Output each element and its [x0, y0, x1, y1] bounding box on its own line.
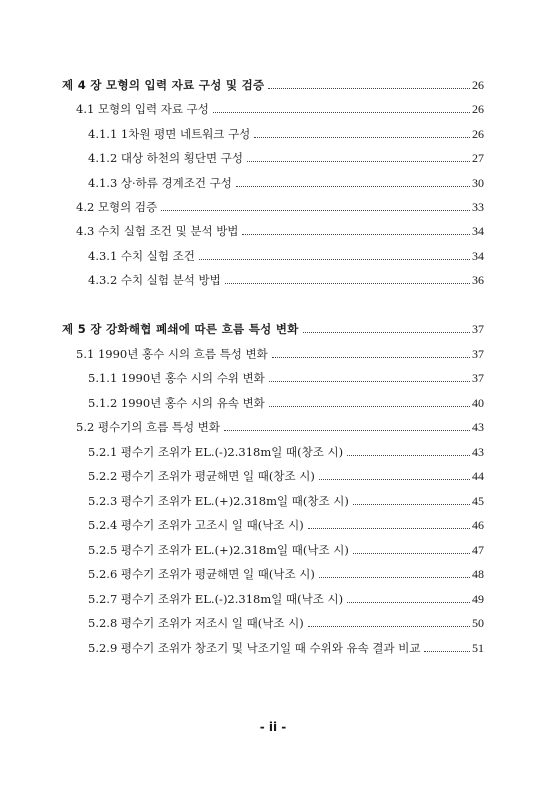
toc-leader-dots — [225, 283, 470, 284]
toc-entry-4-2[interactable] — [76, 198, 484, 216]
toc-entry-title: 5.2.6 평수기 조위가 평균해면 일 때(낙조 시) — [88, 567, 315, 581]
toc-leader-dots — [242, 234, 470, 235]
toc-entry-title: 5.2.1 평수기 조위가 EL.(-)2.318m일 때(창조 시) — [88, 445, 344, 459]
toc-entry-chapter-4[interactable] — [62, 76, 484, 94]
toc-entry-title: 5.2.3 평수기 조위가 EL.(+)2.318m일 때(창조 시) — [88, 494, 349, 508]
toc-entry-5-2-2[interactable] — [88, 467, 484, 485]
toc-leader-dots — [236, 186, 470, 187]
toc-entry-page: 26 — [472, 127, 484, 141]
toc-entry-page: 33 — [472, 200, 484, 214]
toc-leader-dots — [319, 577, 470, 578]
toc-entry-page: 48 — [472, 567, 484, 581]
toc-entry-5-2-6[interactable] — [88, 565, 484, 583]
toc-entry-title: 5.1.2 1990년 홍수 시의 유속 변화 — [88, 396, 265, 410]
toc-entry-page: 51 — [472, 641, 484, 655]
toc-entry-title: 5.2.5 평수기 조위가 EL.(+)2.318m일 때(낙조 시) — [88, 543, 349, 557]
toc-entry-title: 5.2.2 평수기 조위가 평균해면 일 때(창조 시) — [88, 469, 315, 483]
toc-leader-dots — [319, 479, 470, 480]
toc-entry-title: 4.1.3 상·하류 경계조건 구성 — [88, 176, 232, 190]
toc-leader-dots — [213, 112, 470, 113]
toc-entry-title: 5.1 1990년 홍수 시의 흐름 특성 변화 — [76, 347, 268, 361]
toc-entry-page: 40 — [472, 396, 484, 410]
toc-leader-dots — [268, 88, 470, 89]
toc-entry-5-2-8[interactable] — [88, 614, 484, 632]
toc-entry-title: 5.2.8 평수기 조위가 저조시 일 때(낙조 시) — [88, 616, 304, 630]
toc-entry-page: 30 — [472, 176, 484, 190]
toc-entry-4-1-3[interactable] — [88, 174, 484, 192]
toc-entry-5-2-5[interactable] — [88, 541, 484, 559]
toc-leader-dots — [269, 406, 470, 407]
toc-entry-5-2-4[interactable] — [88, 516, 484, 534]
toc-entry-page: 37 — [472, 371, 484, 385]
toc-entry-page: 27 — [472, 151, 484, 165]
toc-entry-5-1-1[interactable] — [88, 369, 484, 387]
toc-entry-page: 37 — [472, 322, 484, 336]
toc-entry-page: 26 — [472, 78, 484, 92]
toc-entry-5-2-3[interactable] — [88, 492, 484, 510]
toc-leader-dots — [161, 210, 470, 211]
toc-entry-title: 제 5 장 강화해협 폐쇄에 따른 흐름 특성 변화 — [62, 322, 299, 336]
toc-entry-page: 44 — [472, 469, 484, 483]
toc-leader-dots — [247, 161, 470, 162]
toc-entry-4-3[interactable] — [76, 222, 484, 240]
toc-leader-dots — [224, 430, 470, 431]
toc-entry-page: 45 — [472, 494, 484, 508]
toc-entry-4-3-2[interactable] — [88, 271, 484, 289]
toc-entry-title: 4.3 수치 실험 조건 및 분석 방법 — [76, 224, 239, 238]
toc-entry-4-1-1[interactable] — [88, 125, 484, 143]
toc-entry-title: 4.2 모형의 검증 — [76, 200, 158, 214]
toc-leader-dots — [272, 357, 470, 358]
toc-entry-5-2-7[interactable] — [88, 590, 484, 608]
toc-entry-5-1-2[interactable] — [88, 394, 484, 412]
toc-entry-title: 4.1.1 1차원 평면 네트워크 구성 — [88, 127, 251, 141]
toc-entry-title: 5.2.7 평수기 조위가 EL.(-)2.318m일 때(낙조 시) — [88, 592, 344, 606]
toc-entry-title: 4.1 모형의 입력 자료 구성 — [76, 102, 209, 116]
toc-entry-title: 4.3.2 수치 실험 분석 방법 — [88, 273, 221, 287]
toc-entry-4-1-2[interactable] — [88, 149, 484, 167]
toc-entry-chapter-5[interactable] — [62, 320, 484, 338]
toc-entry-title: 4.1.2 대상 하천의 횡단면 구성 — [88, 151, 243, 165]
toc-entry-page: 46 — [472, 518, 484, 532]
toc-entry-page: 47 — [472, 543, 484, 557]
toc-leader-dots — [424, 651, 470, 652]
toc-entry-title: 4.3.1 수치 실험 조건 — [88, 249, 195, 263]
toc-entry-page: 43 — [472, 445, 484, 459]
toc-leader-dots — [347, 602, 470, 603]
toc-entry-page: 49 — [472, 592, 484, 606]
toc-leader-dots — [308, 528, 470, 529]
toc-leader-dots — [347, 455, 470, 456]
toc-entry-title: 제 4 장 모형의 입력 자료 구성 및 검증 — [62, 78, 265, 92]
toc-entry-page: 43 — [472, 420, 484, 434]
toc-entry-title: 5.1.1 1990년 홍수 시의 수위 변화 — [88, 371, 265, 385]
toc-entry-4-1[interactable] — [76, 100, 484, 118]
toc-entry-5-2[interactable] — [76, 418, 484, 436]
toc-entry-page: 37 — [472, 347, 484, 361]
toc-entry-page: 36 — [472, 273, 484, 287]
toc-leader-dots — [353, 504, 470, 505]
toc-leader-dots — [199, 259, 470, 260]
toc-entry-5-2-9[interactable] — [88, 639, 484, 657]
toc-leader-dots — [308, 626, 470, 627]
toc-entry-page: 50 — [472, 616, 484, 630]
toc-entry-4-3-1[interactable] — [88, 247, 484, 265]
toc-leader-dots — [254, 137, 470, 138]
toc-leader-dots — [353, 553, 470, 554]
toc-entry-5-1[interactable] — [76, 345, 484, 363]
page-number-footer: - ii - — [259, 720, 287, 734]
toc-entry-5-2-1[interactable] — [88, 443, 484, 461]
toc-entry-title: 5.2.9 평수기 조위가 창조기 및 낙조기일 때 수위와 유속 결과 비교 — [88, 641, 421, 655]
toc-leader-dots — [269, 381, 470, 382]
toc-leader-dots — [303, 332, 470, 333]
toc-entry-title: 5.2.4 평수기 조위가 고조시 일 때(낙조 시) — [88, 518, 304, 532]
toc-entry-page: 34 — [472, 249, 484, 263]
toc-entry-page: 34 — [472, 224, 484, 238]
toc-entry-page: 26 — [472, 102, 484, 116]
toc-entry-title: 5.2 평수기의 흐름 특성 변화 — [76, 420, 220, 434]
